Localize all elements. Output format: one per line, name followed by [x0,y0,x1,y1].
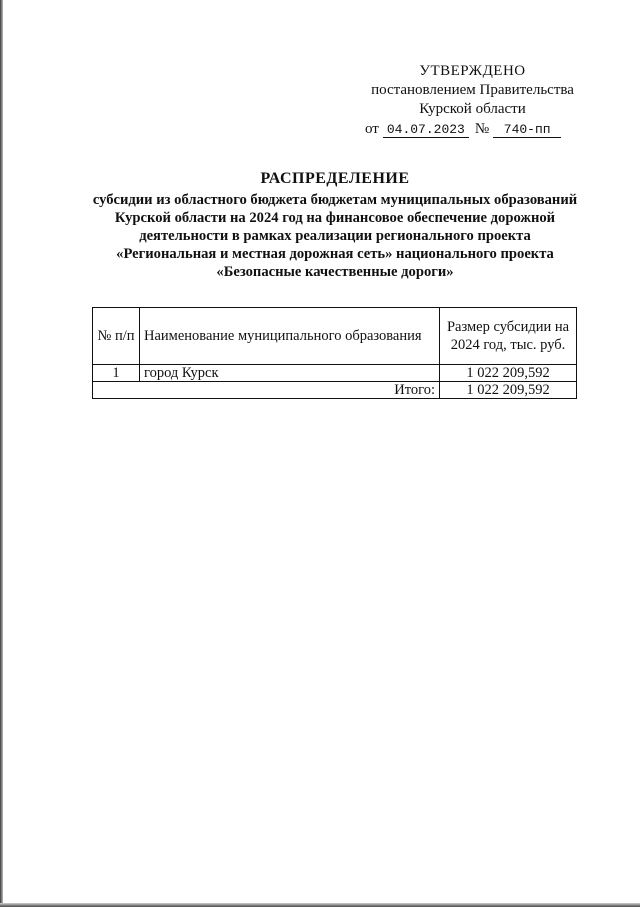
number-prefix: № [474,121,490,137]
approval-number: 740-пп [493,123,561,138]
scan-edge-bottom [0,903,640,907]
approval-line-2: Курской области [419,101,526,117]
date-prefix: от [365,121,379,137]
heading-title: РАСПРЕДЕЛЕНИЕ [260,170,410,187]
row-amount: 1 022 209,592 [440,365,577,382]
approval-date: 04.07.2023 [383,123,469,138]
approval-line-1: постановлением Правительства [371,82,574,98]
total-label: Итого: [93,382,440,399]
table-row [93,365,577,382]
total-row [93,382,577,399]
header-number: № п/п [93,308,140,365]
total-amount: 1 022 209,592 [440,382,577,399]
row-municipality: город Курск [140,365,440,382]
table-header-row [93,308,577,365]
header-subsidy-amount: Размер субсидии на 2024 год, тыс. руб. [440,308,577,365]
scan-edge-left [0,0,3,907]
row-number: 1 [93,365,140,382]
document-heading [90,170,580,281]
distribution-table [92,307,577,399]
approval-title: УТВЕРЖДЕНО [419,63,526,79]
heading-subtitle: субсидии из областного бюджета бюджетам муниципальных образований Курской области на 2024 год на финансовое обеспечение дорожной деятельности в рамках реализации регионального проекта «Региональная и местная дорожная сеть» национального проекта «Безопасные качественные дороги» [92,192,578,280]
approval-date-line [365,120,580,139]
approval-block [365,62,580,139]
header-municipality: Наименование муниципального образования [140,308,440,365]
